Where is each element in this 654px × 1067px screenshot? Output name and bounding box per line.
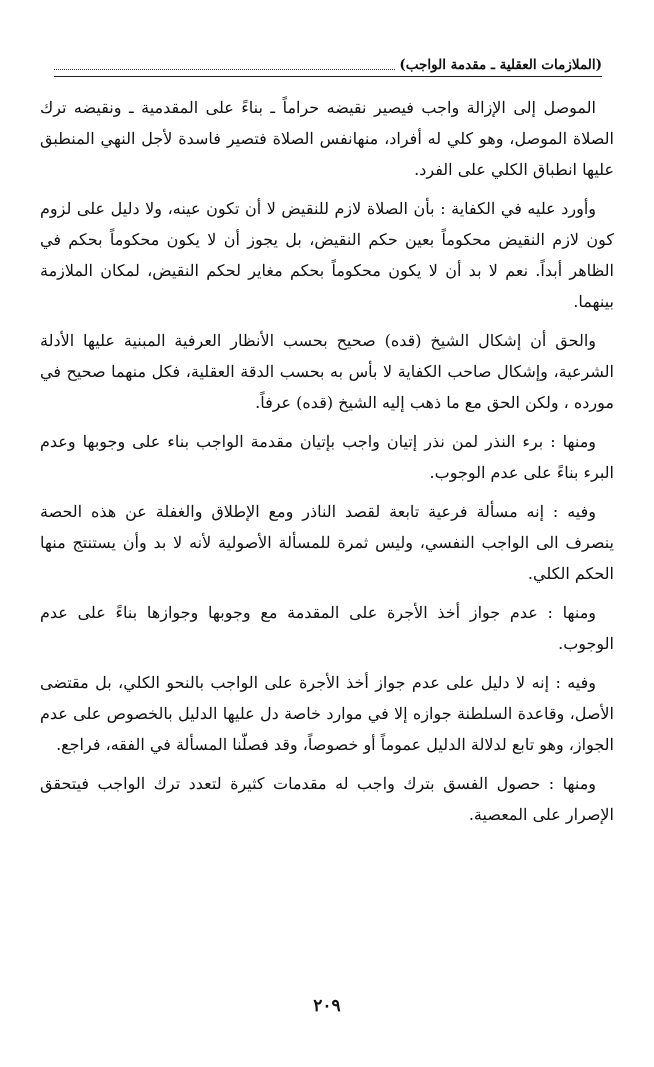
running-header xyxy=(54,52,602,77)
page-body xyxy=(40,92,614,838)
page-number: ٢٠٩ xyxy=(313,996,341,1016)
paragraph: ومنها : حصول الفسق بترك واجب له مقدمات كثيرة لتعدد ترك الواجب فيتحقق الإصرار على المعصية. xyxy=(40,774,614,824)
header-dotted-leader xyxy=(54,68,395,70)
paragraph: وفيه : إنه لا دليل على عدم جواز أخذ الأجرة على الواجب بالنحو الكلي، بل مقتضى الأصل، وقاعدة السلطنة جوازه إلا في موارد خاصة دل عليها الدليل بالخصوص على عدم الجواز، وهو تابع لدلالة الدليل عموماً أو خصوصاً، وقد فصلّنا المسألة في الفقه، فراجع. xyxy=(40,673,614,754)
paragraph: الموصل إلى الإزالة واجب فيصير نقيضه حراماً ـ بناءً على المقدمية ـ ونقيضه ترك الصلاة الموصل، وهو كلي له أفراد، منهانفس الصلاة فتصير فاسدة لأجل النهي المنطبق عليها انطباق الكلي على الفرد. xyxy=(40,98,614,179)
paragraph: وفيه : إنه مسألة فرعية تابعة لقصد الناذر ومع الإطلاق والغفلة عن هذه الحصة ينصرف الى الواجب النفسي، وليس ثمرة للمسألة الأصولية لأنه لا بد وأن يستنتج منها الحكم الكلي. xyxy=(40,502,615,583)
paragraph: ومنها : عدم جواز أخذ الأجرة على المقدمة مع وجوبها وجوازها بناءً على عدم الوجوب. xyxy=(40,603,614,653)
header-title: (الملازمات العقلية ـ مقدمة الواجب) xyxy=(399,57,602,73)
paragraph: ومنها : برء النذر لمن نذر إتيان واجب بإتيان مقدمة الواجب بناء على وجوبها وعدم البرء بناءً على عدم الوجوب. xyxy=(40,432,614,482)
paragraph: وأورد عليه في الكفاية : بأن الصلاة لازم للنقيض لا أن تكون عينه، ولا دليل على لزوم كون لازم النقيض محكوماً بعين حكم النقيض، بل يجوز أن لا يكون محكوماً بحكم في الظاهر أبداً. نعم لا بد أن لا يكون محكوماً بحكم مغاير لحكم النقيض، لمكان الملازمة بينهما. xyxy=(40,199,614,311)
paragraph: والحق أن إشكال الشيخ (قده) صحيح بحسب الأنظار العرفية المبنية عليها الأدلة الشرعية، وإشكال صاحب الكفاية لا بأس به بحسب الدقة العقلية، فكل منهما صحيح في مورده ، ولكن الحق مع ما ذهب إليه الشيخ (قده) عرفاً. xyxy=(40,331,614,412)
